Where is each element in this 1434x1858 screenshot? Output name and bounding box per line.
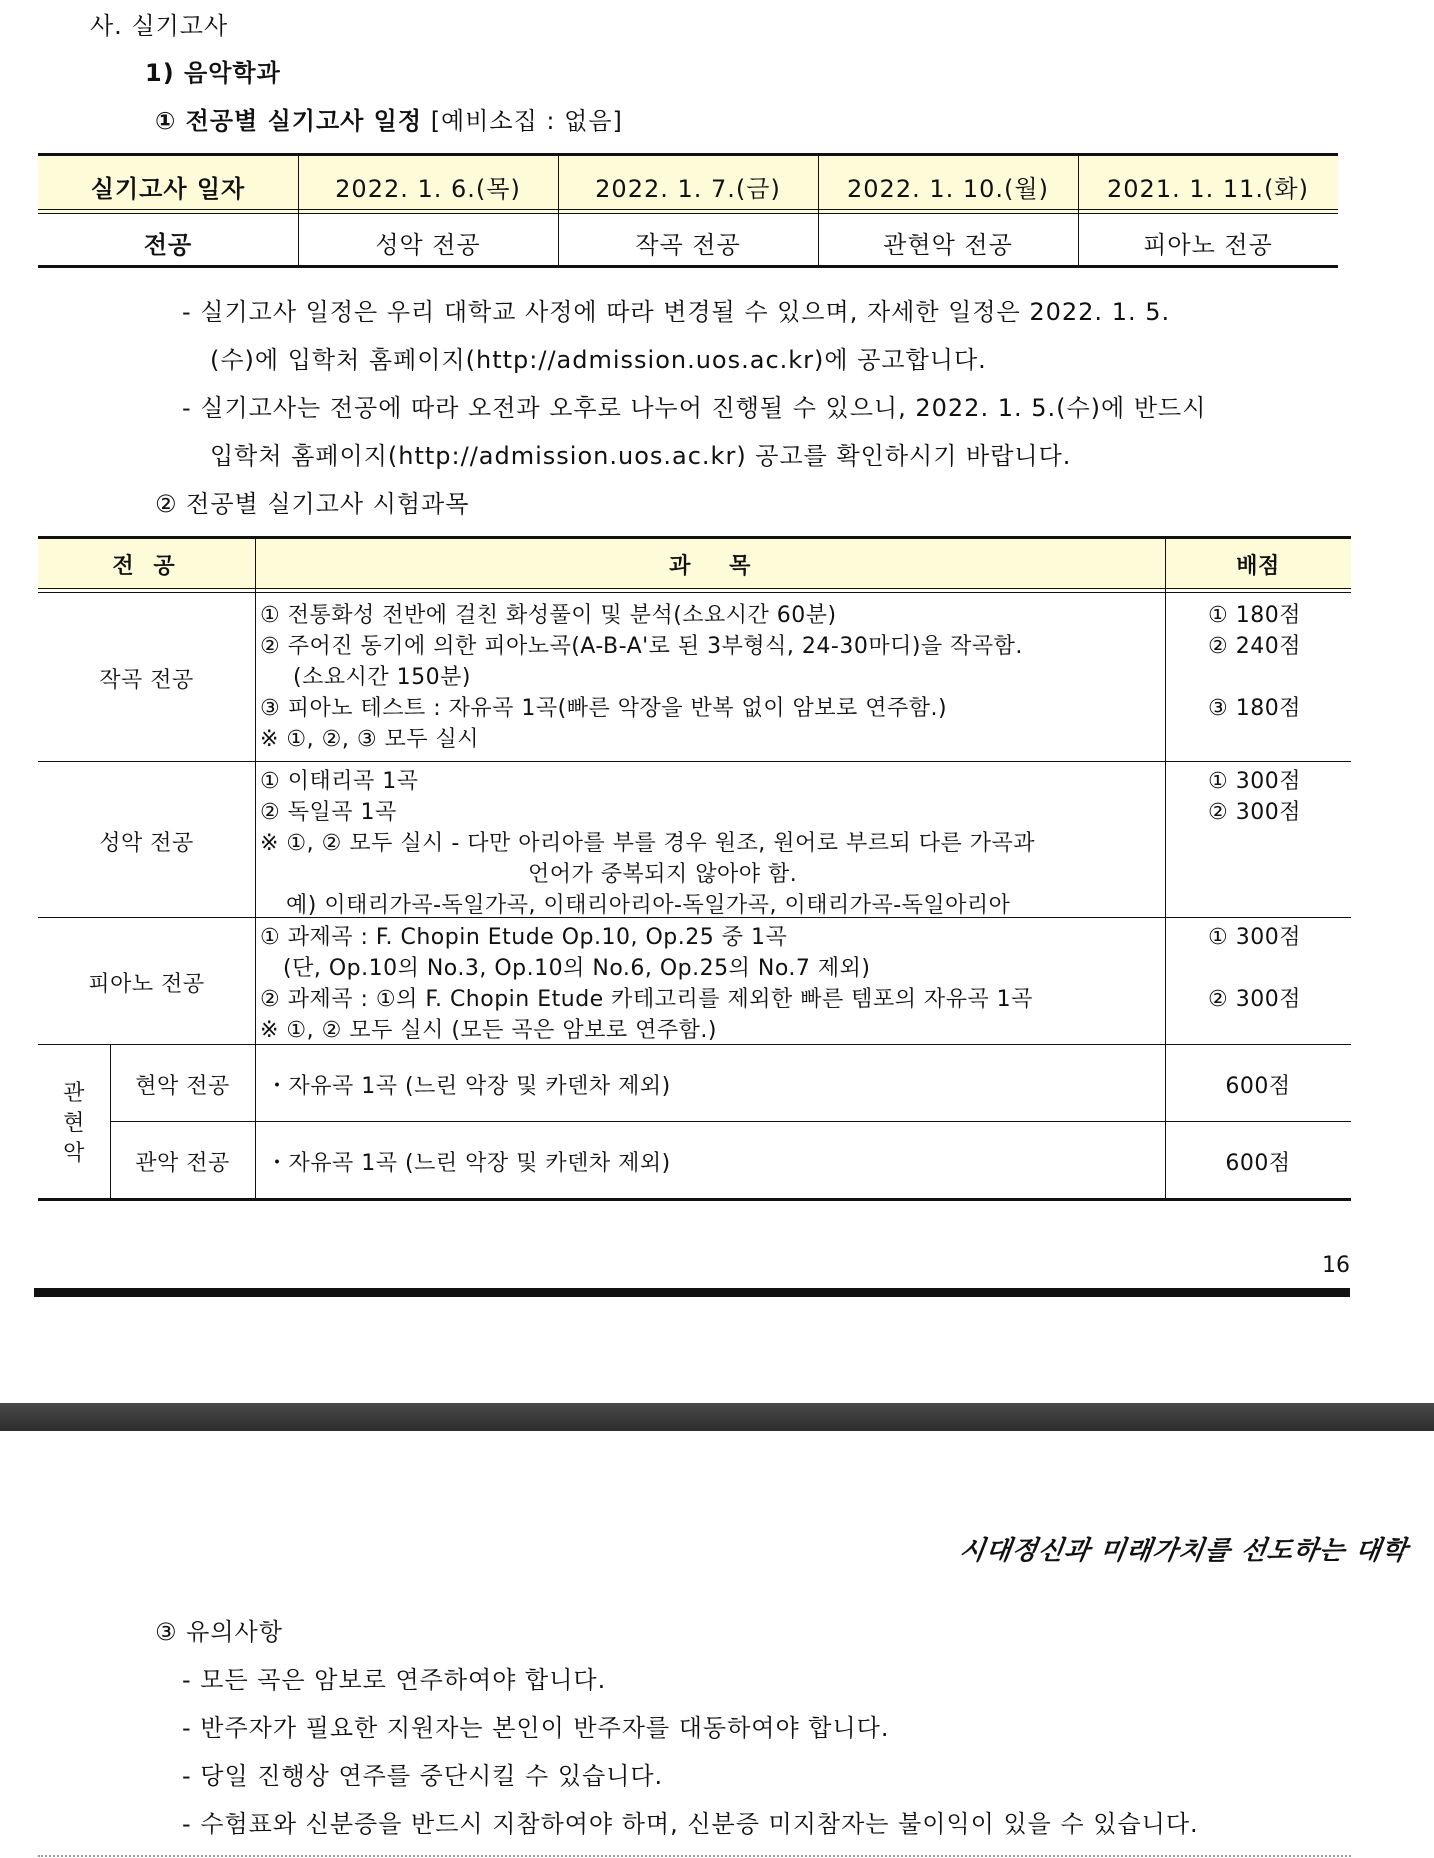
section-title: 사. 실기고사 (90, 12, 229, 40)
divider (38, 1044, 1351, 1045)
schedule-date-label: 실기고사 일자 (90, 175, 246, 203)
orchestral-group-char: 관 (63, 1081, 85, 1106)
subject-line: (소요시간 150분) (293, 665, 471, 690)
divider (38, 265, 1338, 268)
divider (38, 536, 1351, 539)
divider (38, 588, 1351, 589)
score: 600점 (1225, 1074, 1291, 1099)
major-composition: 작곡 전공 (99, 668, 194, 693)
subject-line: ※ ①, ②, ③ 모두 실시 (260, 727, 480, 752)
header-subject: 과 목 (669, 554, 751, 579)
major-vocal: 성악 전공 (99, 831, 194, 856)
divider (255, 536, 256, 1200)
dept-title: 1) 음악학과 (145, 59, 281, 87)
score: ③ 180점 (1208, 696, 1301, 721)
subject-line: ① 과제곡 : F. Chopin Etude Op.10, Op.25 중 1곡 (260, 925, 788, 950)
header-major: 전 공 (112, 554, 181, 579)
schedule-note-line: - 실기고사 일정은 우리 대학교 사정에 따라 변경될 수 있으며, 자세한 일정은 2022. 1. 5. (182, 298, 1171, 326)
subject-line: 예) 이태리가곡-독일가곡, 이태리아리아-독일가곡, 이태리가곡-독일아리아 (286, 893, 1011, 918)
score: ② 300점 (1208, 800, 1301, 825)
subject-line: ① 이태리곡 1곡 (260, 769, 419, 794)
subject-line: ・자유곡 1곡 (느린 악장 및 카덴차 제외) (266, 1151, 671, 1176)
divider (38, 209, 1338, 210)
subject-line: ※ ①, ② 모두 실시 - 다만 아리아를 부를 경우 원조, 원어로 부르되 다른 가곡과 (260, 831, 1036, 856)
note-item: - 수험표와 신분증을 반드시 지참하여야 하며, 신분증 미지참자는 불이익이 있을 수 있습니다. (182, 1810, 1199, 1838)
subject-line: ② 독일곡 1곡 (260, 800, 397, 825)
schedule-table (38, 153, 1338, 269)
score: ① 300점 (1208, 769, 1301, 794)
schedule-date: 2022. 1. 7.(금) (595, 175, 781, 203)
subject-line: ② 주어진 동기에 의한 피아노곡(A-B-A'로 된 3부형식, 24-30마디)을 작곡함. (260, 634, 1023, 659)
major-winds: 관악 전공 (135, 1151, 230, 1176)
schedule-major: 성악 전공 (375, 231, 481, 259)
divider (38, 1198, 1351, 1201)
schedule-note: [예비소집 : 없음] (430, 107, 623, 135)
score: ② 300점 (1208, 987, 1301, 1012)
score: ② 240점 (1208, 634, 1301, 659)
schedule-note-line: 입학처 홈페이지(http://admission.uos.ac.kr) 공고를 확인하시기 바랍니다. (210, 442, 1072, 470)
major-piano: 피아노 전공 (88, 972, 205, 997)
score: ① 300점 (1208, 925, 1301, 950)
schedule-heading-line (155, 101, 623, 136)
subjects-table (38, 536, 1351, 1201)
subject-line: ※ ①, ② 모두 실시 (모든 곡은 암보로 연주함.) (260, 1018, 718, 1043)
subject-line: (단, Op.10의 No.3, Op.10의 No.6, Op.25의 No.7 제외) (283, 956, 871, 981)
subjects-heading: ② 전공별 실기고사 시험과목 (155, 490, 470, 518)
orchestral-group-char: 악 (63, 1141, 85, 1166)
footer-rule (34, 1288, 1350, 1297)
subject-line: 언어가 중복되지 않아야 함. (528, 862, 798, 887)
schedule-major: 피아노 전공 (1143, 231, 1273, 259)
score: ① 180점 (1208, 603, 1301, 628)
divider (38, 761, 1351, 762)
divider (38, 213, 1338, 214)
subject-line: ② 과제곡 : ①의 F. Chopin Etude 카테고리를 제외한 빠른 템포의 자유곡 1곡 (260, 987, 1033, 1012)
schedule-date: 2021. 1. 11.(화) (1107, 175, 1309, 203)
header-score: 배점 (1236, 554, 1280, 579)
subject-line: ① 전통화성 전반에 걸친 화성풀이 및 분석(소요시간 60분) (260, 603, 837, 628)
score: 600점 (1225, 1151, 1291, 1176)
schedule-major: 작곡 전공 (635, 231, 741, 259)
page-number: 16 (1322, 1253, 1350, 1278)
slogan: 시대정신과 미래가치를 선도하는 대학 (957, 1536, 1410, 1566)
dotted-divider (38, 1855, 1351, 1857)
major-strings: 현악 전공 (135, 1074, 230, 1099)
note-item: - 당일 진행상 연주를 중단시킬 수 있습니다. (182, 1762, 664, 1790)
note-item: - 반주자가 필요한 지원자는 본인이 반주자를 대동하여야 합니다. (182, 1714, 890, 1742)
schedule-heading: ① 전공별 실기고사 일정 (155, 107, 423, 135)
divider (1165, 536, 1166, 1200)
schedule-major: 관현악 전공 (883, 231, 1013, 259)
schedule-major-label: 전공 (143, 231, 193, 259)
orchestral-group-char: 현 (63, 1111, 85, 1136)
subject-line: ③ 피아노 테스트 : 자유곡 1곡(빠른 악장을 반복 없이 암보로 연주함.) (260, 696, 948, 721)
schedule-note-line: (수)에 입학처 홈페이지(http://admission.uos.ac.kr)에 공고합니다. (210, 346, 987, 374)
divider (38, 592, 1351, 593)
subject-line: ・자유곡 1곡 (느린 악장 및 카덴차 제외) (266, 1074, 671, 1099)
note-item: - 모든 곡은 암보로 연주하여야 합니다. (182, 1666, 607, 1694)
schedule-note-line: - 실기고사는 전공에 따라 오전과 오후로 나누어 진행될 수 있으니, 2022. 1. 5.(수)에 반드시 (182, 394, 1207, 422)
notes-heading: ③ 유의사항 (155, 1618, 283, 1646)
schedule-date: 2022. 1. 6.(목) (335, 175, 521, 203)
page-break (0, 1403, 1434, 1431)
schedule-date: 2022. 1. 10.(월) (847, 175, 1049, 203)
